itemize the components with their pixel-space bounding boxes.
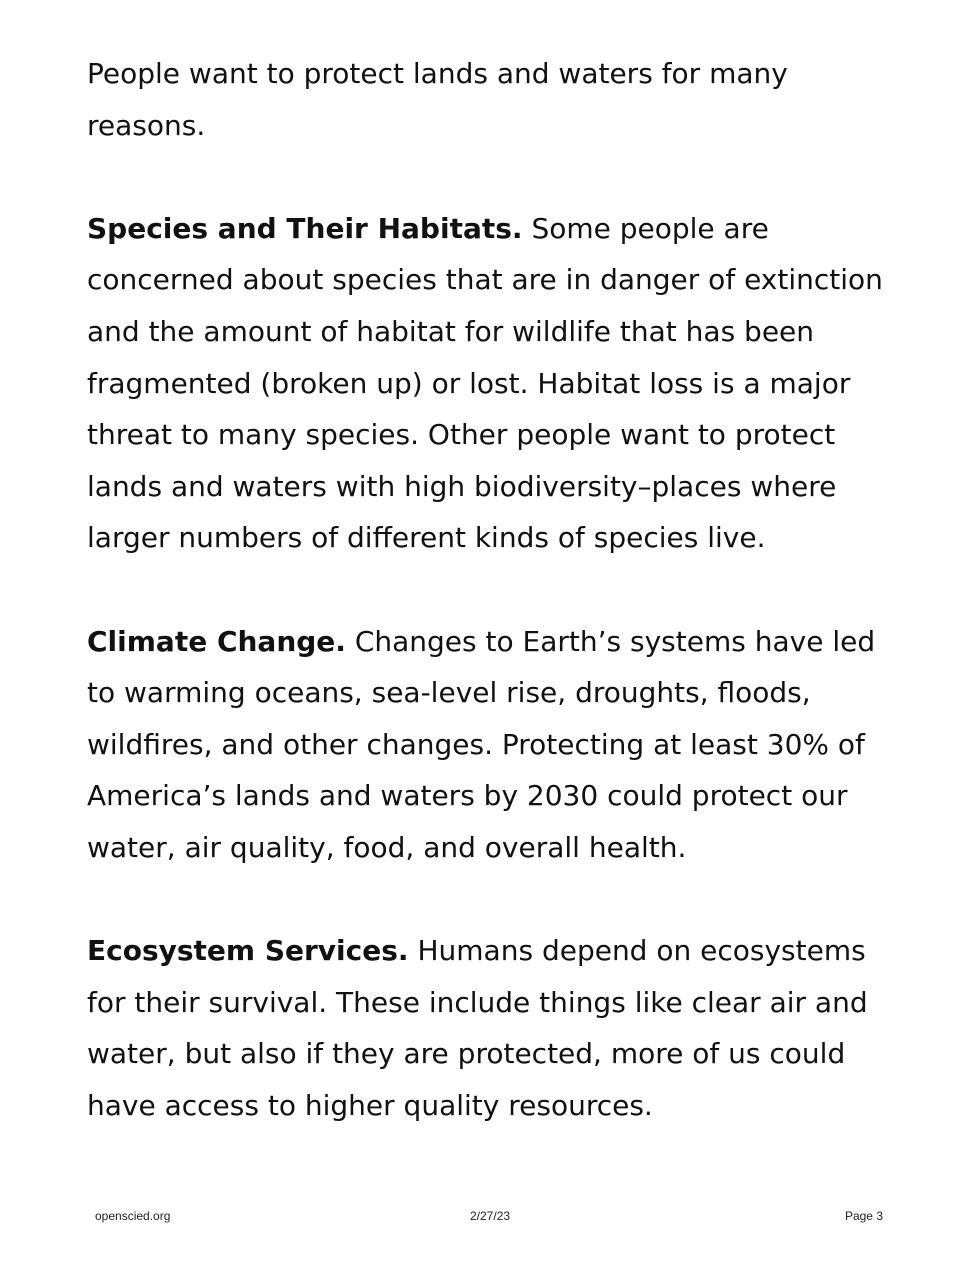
species-habitats-paragraph [87,203,902,564]
species-habitats-body: Some people are concerned about species that are in danger of extinction and the amount of habitat for wildlife that has been fragmented (broken up) or lost. Habitat loss is a major threat to many species. Other people want to protect lands and waters with high biodiversity–places where larger numbers of different kinds of species live. [87,211,883,555]
climate-change-body: Changes to Earth’s systems have led to warming oceans, sea-level rise, droughts, floods, wildfires, and other changes. Protecting at least 30% of America’s lands and waters by 2030 could protect our water, air quality, food, and overall health. [87,624,876,864]
footer-site: openscied.org [95,1209,171,1223]
footer-page-number: Page 3 [844,1209,883,1223]
ecosystem-services-body: Humans depend on ecosystems for their survival. These include things like clear air and water, but also if they are protected, more of us could have access to higher quality resources. [87,934,868,1122]
climate-change-heading: Climate Change. [87,624,346,658]
page-footer [0,1207,979,1229]
footer-date: 2/27/23 [470,1209,511,1223]
document-body [87,48,902,1183]
ecosystem-services-paragraph [87,925,902,1131]
ecosystem-services-heading: Ecosystem Services. [87,934,409,968]
intro-paragraph: People want to protect lands and waters for many reasons. [87,57,788,142]
species-habitats-heading: Species and Their Habitats. [87,211,523,245]
climate-change-paragraph [87,616,902,874]
